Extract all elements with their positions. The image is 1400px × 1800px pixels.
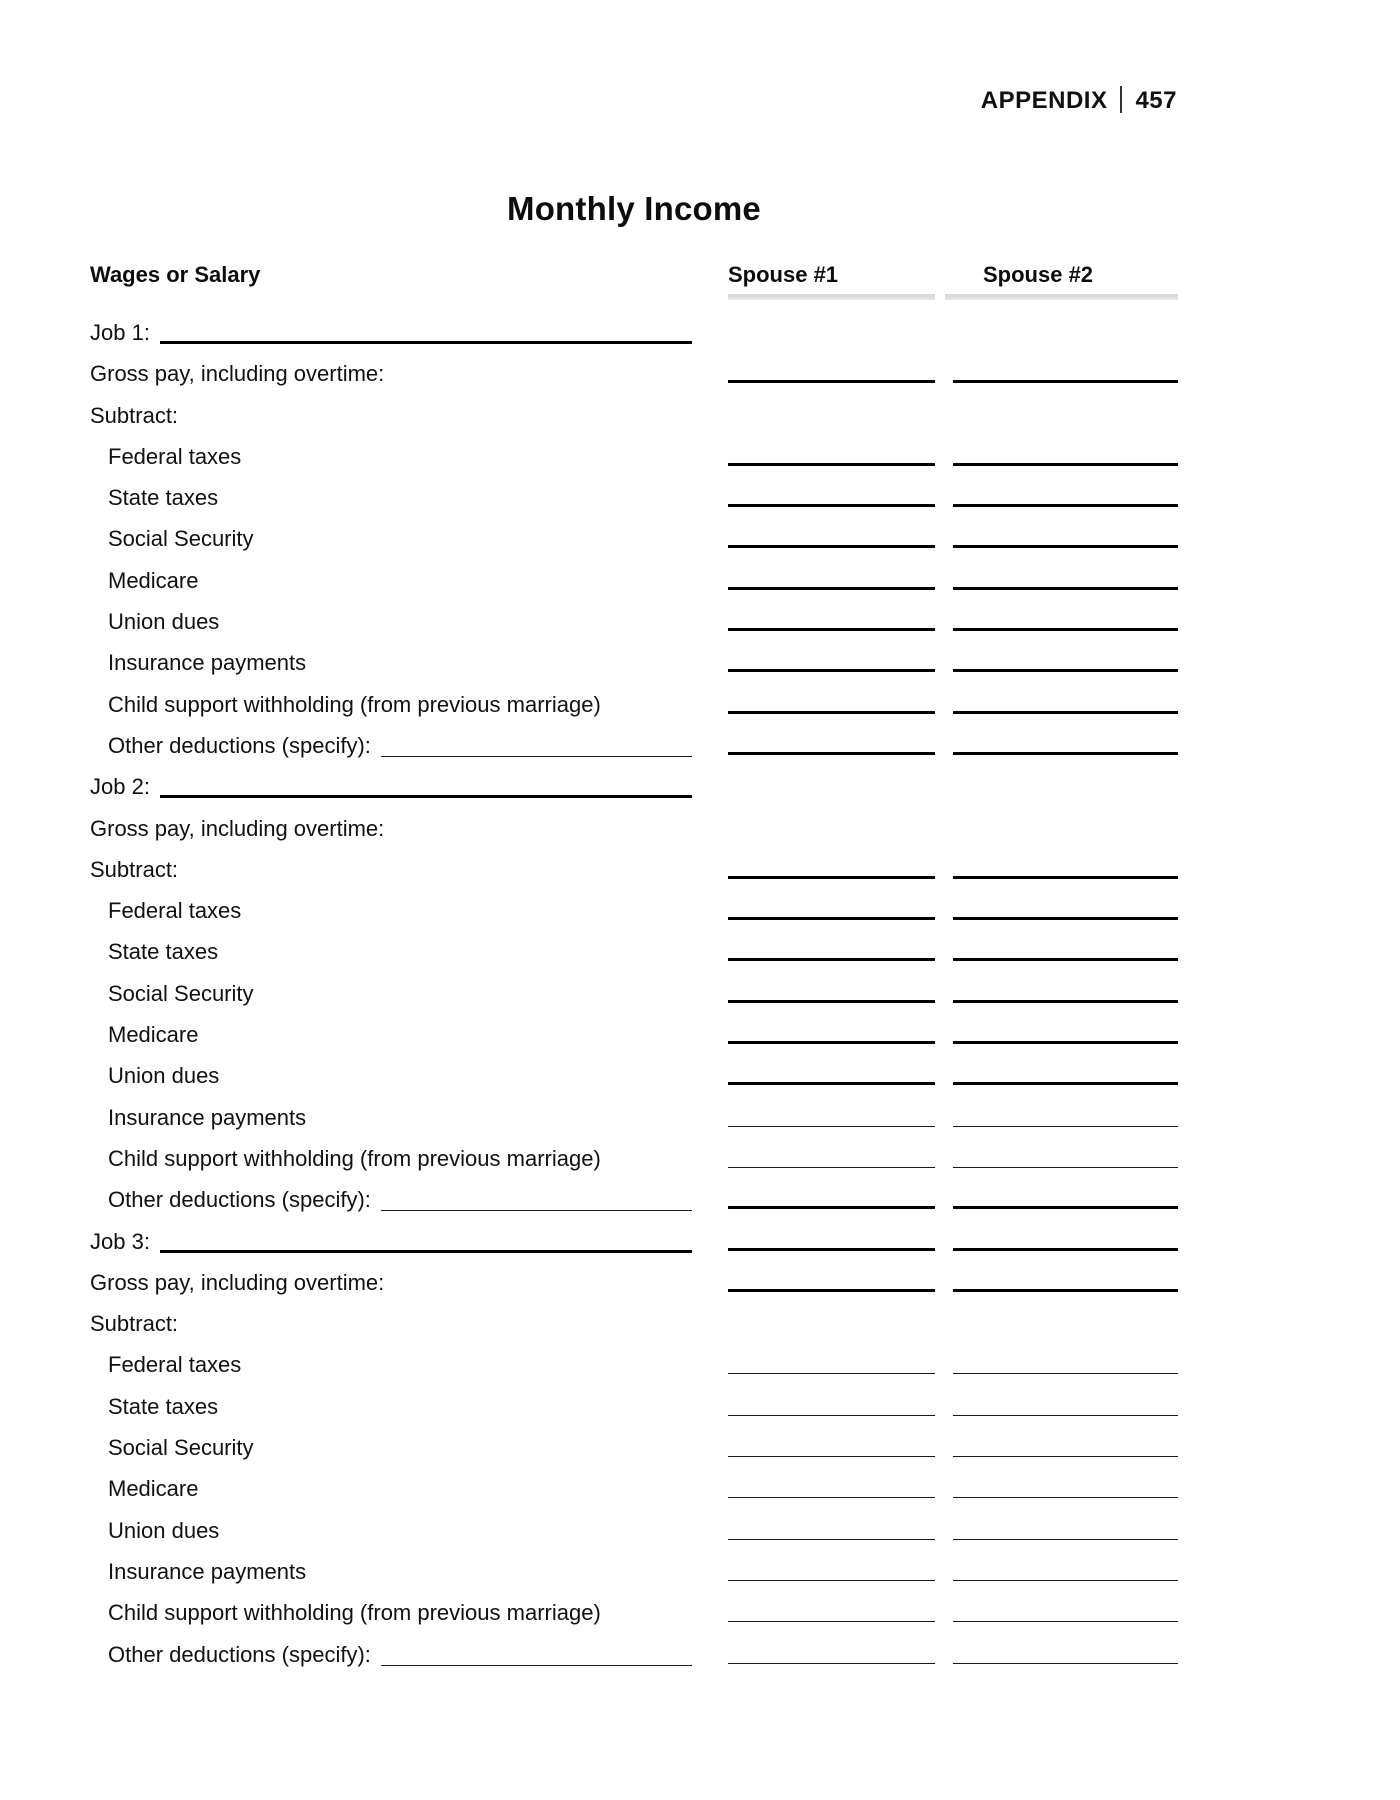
spouse1-blank-line: [728, 404, 935, 425]
spouse1-blank-line: [728, 1643, 935, 1664]
spouse1-blank-line: [728, 1064, 935, 1085]
spouse2-cell: [945, 775, 1178, 796]
spouse2-blank-line: [953, 404, 1178, 425]
spouse1-blank-line: [728, 1271, 935, 1292]
row-label-cell: [90, 982, 728, 1005]
income-row: [90, 445, 1178, 486]
spouse1-blank-line: [728, 1395, 935, 1416]
spouse1-blank-line: [728, 445, 935, 466]
spouse1-blank-line: [728, 693, 935, 714]
spouse2-blank-line: [953, 734, 1178, 755]
row-label-cell: [90, 858, 728, 881]
spouse2-cell: [945, 1519, 1178, 1540]
spouse2-cell: [945, 858, 1178, 879]
row-label-cell: [90, 1395, 728, 1418]
spouse2-blank-line: [953, 1477, 1178, 1498]
row-label: Gross pay, including overtime:: [90, 815, 385, 841]
spouse2-cell: [945, 1312, 1178, 1333]
spouse2-blank-line: [953, 569, 1178, 590]
income-row: [90, 651, 1178, 692]
spouse1-blank-line: [728, 1353, 935, 1374]
row-label-cell: [90, 1601, 728, 1624]
spouse2-cell: [945, 1271, 1178, 1292]
row-label: Federal taxes: [108, 1352, 242, 1378]
spouse2-cell: [945, 445, 1178, 466]
spouse2-blank-line: [953, 775, 1178, 796]
income-row: [90, 858, 1178, 899]
spouse1-blank-line: [728, 817, 935, 838]
income-row: [90, 321, 1178, 362]
spouse2-blank-line: [953, 486, 1178, 507]
income-row: [90, 940, 1178, 981]
column-headers: [90, 262, 1178, 300]
column-header-spouse2: [945, 262, 1178, 300]
spouse2-cell: [945, 817, 1178, 838]
spouse2-blank-line: [953, 1395, 1178, 1416]
row-label: Insurance payments: [108, 1104, 307, 1130]
spouse2-blank-line: [953, 940, 1178, 961]
spouse1-blank-line: [728, 610, 935, 631]
spouse1-blank-line: [728, 1436, 935, 1457]
spouse2-cell: [945, 1436, 1178, 1457]
column-header-spouse1: [728, 262, 935, 300]
row-label: Child support withholding (from previous marriage): [108, 1145, 601, 1171]
spouse2-blank-line: [953, 1312, 1178, 1333]
income-row: [90, 1106, 1178, 1147]
income-row: [90, 404, 1178, 445]
income-row: [90, 1601, 1178, 1642]
row-label: Medicare: [108, 1022, 199, 1048]
spouse2-blank-line: [953, 321, 1178, 342]
income-row: [90, 486, 1178, 527]
income-row: [90, 693, 1178, 734]
spouse2-cell: [945, 693, 1178, 714]
spouse2-blank-line: [953, 1271, 1178, 1292]
income-row: [90, 610, 1178, 651]
spouse2-cell: [945, 404, 1178, 425]
row-label-cell: [90, 321, 728, 344]
label-blank-line: [160, 1230, 692, 1253]
spouse1-blank-line: [728, 1560, 935, 1581]
income-row: [90, 1436, 1178, 1477]
income-row: [90, 1353, 1178, 1394]
row-label-cell: [90, 693, 728, 716]
row-label: Social Security: [108, 980, 254, 1006]
spouse2-cell: [945, 982, 1178, 1003]
column-header-wages-or-salary: Wages or Salary: [90, 262, 261, 287]
spouse2-cell: [945, 734, 1178, 755]
row-label: Subtract:: [90, 402, 179, 428]
income-row: [90, 527, 1178, 568]
spouse2-blank-line: [953, 527, 1178, 548]
page-title: Monthly Income: [507, 190, 761, 227]
row-label: Union dues: [108, 609, 220, 635]
spouse1-blank-line: [728, 734, 935, 755]
income-row: [90, 1147, 1178, 1188]
spouse2-blank-line: [953, 445, 1178, 466]
row-label: Federal taxes: [108, 898, 242, 924]
spouse2-blank-line: [953, 1023, 1178, 1044]
row-label: Union dues: [108, 1063, 220, 1089]
income-row: [90, 1312, 1178, 1353]
row-label-cell: [90, 651, 728, 674]
row-label-cell: [90, 899, 728, 922]
row-label: Medicare: [108, 1476, 199, 1502]
income-row: [90, 1188, 1178, 1229]
spouse1-blank-line: [728, 651, 935, 672]
row-label: Child support withholding (from previous marriage): [108, 1600, 601, 1626]
row-label: Insurance payments: [108, 650, 307, 676]
spouse2-blank-line: [953, 1064, 1178, 1085]
spouse2-cell: [945, 1106, 1178, 1127]
spouse1-header-underline-bar: [728, 294, 935, 300]
running-head: [0, 86, 1177, 115]
income-row: [90, 1230, 1178, 1271]
row-label-cell: [90, 1106, 728, 1129]
row-label: Subtract:: [90, 856, 179, 882]
row-label-cell: [90, 1353, 728, 1376]
row-label: State taxes: [108, 485, 219, 511]
spouse1-blank-line: [728, 899, 935, 920]
row-label: Social Security: [108, 526, 254, 552]
row-label-cell: [90, 404, 728, 427]
spouse1-blank-line: [728, 1147, 935, 1168]
row-label-cell: [90, 486, 728, 509]
spouse2-cell: [945, 1353, 1178, 1374]
running-head-divider-bar: [1120, 86, 1122, 113]
spouse2-cell: [945, 362, 1178, 383]
row-label-cell: [90, 1643, 728, 1666]
spouse2-blank-line: [953, 1601, 1178, 1622]
spouse1-blank-line: [728, 1023, 935, 1044]
column-gap: [935, 262, 945, 300]
row-label-cell: [90, 1188, 728, 1211]
running-head-section: APPENDIX: [980, 87, 1108, 114]
running-head-page-number: 457: [1135, 87, 1177, 114]
spouse2-cell: [945, 321, 1178, 342]
income-row: [90, 775, 1178, 816]
spouse1-blank-line: [728, 940, 935, 961]
spouse2-blank-line: [953, 1643, 1178, 1664]
spouse1-blank-line: [728, 321, 935, 342]
row-label-cell: [90, 1519, 728, 1542]
income-row: [90, 1477, 1178, 1518]
spouse2-blank-line: [953, 651, 1178, 672]
income-row: [90, 1023, 1178, 1064]
spouse1-blank-line: [728, 486, 935, 507]
spouse2-header-underline-bar: [945, 294, 1178, 300]
income-row: [90, 1271, 1178, 1312]
label-blank-line: [160, 775, 692, 798]
spouse2-blank-line: [953, 1147, 1178, 1168]
spouse2-cell: [945, 1023, 1178, 1044]
spouse2-cell: [945, 1601, 1178, 1622]
row-label: Subtract:: [90, 1311, 179, 1337]
spouse2-cell: [945, 1147, 1178, 1168]
spouse2-blank-line: [953, 982, 1178, 1003]
income-row: [90, 1064, 1178, 1105]
spouse2-cell: [945, 651, 1178, 672]
row-label: Federal taxes: [108, 443, 242, 469]
row-label-cell: [90, 1023, 728, 1046]
spouse1-blank-line: [728, 527, 935, 548]
income-row: [90, 734, 1178, 775]
row-label: State taxes: [108, 939, 219, 965]
row-label-cell: [90, 445, 728, 468]
spouse2-cell: [945, 899, 1178, 920]
row-label: Gross pay, including overtime:: [90, 1269, 385, 1295]
row-label-cell: [90, 1230, 728, 1253]
row-label-cell: [90, 1271, 728, 1294]
spouse2-blank-line: [953, 858, 1178, 879]
spouse2-blank-line: [953, 1353, 1178, 1374]
spouse1-blank-line: [728, 1188, 935, 1209]
row-label-cell: [90, 1064, 728, 1087]
income-row: [90, 1519, 1178, 1560]
spouse1-blank-line: [728, 858, 935, 879]
spouse2-blank-line: [953, 1106, 1178, 1127]
row-label-cell: [90, 734, 728, 757]
row-label: Other deductions (specify):: [108, 732, 371, 758]
label-blank-line: [381, 734, 692, 757]
spouse2-cell: [945, 1643, 1178, 1664]
spouse2-cell: [945, 1477, 1178, 1498]
row-label: Other deductions (specify):: [108, 1641, 371, 1667]
spouse1-blank-line: [728, 1106, 935, 1127]
row-label-cell: [90, 610, 728, 633]
row-label-cell: [90, 940, 728, 963]
spouse2-cell: [945, 940, 1178, 961]
income-row: [90, 1395, 1178, 1436]
row-label-cell: [90, 1436, 728, 1459]
row-label-cell: [90, 569, 728, 592]
spouse1-header-label: Spouse #1: [728, 262, 839, 287]
spouse2-blank-line: [953, 693, 1178, 714]
income-form-rows: [90, 321, 1178, 1684]
income-row: [90, 817, 1178, 858]
spouse2-cell: [945, 527, 1178, 548]
income-row: [90, 1560, 1178, 1601]
spouse1-blank-line: [728, 1519, 935, 1540]
row-label-cell: [90, 1560, 728, 1583]
spouse1-blank-line: [728, 569, 935, 590]
row-label: Job 1:: [90, 320, 150, 345]
row-label-cell: [90, 362, 728, 385]
spouse1-blank-line: [728, 1312, 935, 1333]
row-label-cell: [90, 775, 728, 798]
spouse1-blank-line: [728, 982, 935, 1003]
income-row: [90, 899, 1178, 940]
row-label: Job 3:: [90, 1228, 150, 1254]
row-label: Union dues: [108, 1517, 220, 1543]
label-blank-line: [160, 321, 692, 344]
income-row: [90, 1643, 1178, 1684]
label-blank-line: [381, 1188, 692, 1211]
spouse2-cell: [945, 1230, 1178, 1251]
spouse2-blank-line: [953, 610, 1178, 631]
income-row: [90, 569, 1178, 610]
spouse2-cell: [945, 1188, 1178, 1209]
spouse2-blank-line: [953, 1436, 1178, 1457]
row-label-cell: [90, 1147, 728, 1170]
spouse2-cell: [945, 1395, 1178, 1416]
row-label: State taxes: [108, 1393, 219, 1419]
spouse2-blank-line: [953, 362, 1178, 383]
spouse2-blank-line: [953, 1188, 1178, 1209]
row-label-cell: [90, 1312, 728, 1335]
spouse2-blank-line: [953, 899, 1178, 920]
row-label: Job 2:: [90, 774, 150, 800]
spouse1-blank-line: [728, 775, 935, 796]
income-row: [90, 362, 1178, 403]
row-label-cell: [90, 817, 728, 840]
spouse2-cell: [945, 569, 1178, 590]
spouse2-blank-line: [953, 1230, 1178, 1251]
spouse1-blank-line: [728, 1601, 935, 1622]
label-blank-line: [381, 1643, 692, 1666]
row-label-cell: [90, 527, 728, 550]
spouse2-header-label: Spouse #2: [983, 262, 1094, 287]
row-label: Gross pay, including overtime:: [90, 361, 385, 387]
spouse1-blank-line: [728, 1230, 935, 1251]
spouse1-blank-line: [728, 1477, 935, 1498]
spouse2-cell: [945, 1064, 1178, 1085]
spouse2-blank-line: [953, 1560, 1178, 1581]
row-label: Child support withholding (from previous marriage): [108, 691, 601, 717]
spouse2-cell: [945, 1560, 1178, 1581]
row-label: Medicare: [108, 567, 199, 593]
spouse2-cell: [945, 486, 1178, 507]
row-label: Other deductions (specify):: [108, 1187, 371, 1213]
spouse2-blank-line: [953, 1519, 1178, 1540]
spouse1-blank-line: [728, 362, 935, 383]
spouse2-blank-line: [953, 817, 1178, 838]
row-label: Social Security: [108, 1435, 254, 1461]
spouse2-cell: [945, 610, 1178, 631]
row-label-cell: [90, 1477, 728, 1500]
row-label: Insurance payments: [108, 1558, 307, 1584]
income-row: [90, 982, 1178, 1023]
